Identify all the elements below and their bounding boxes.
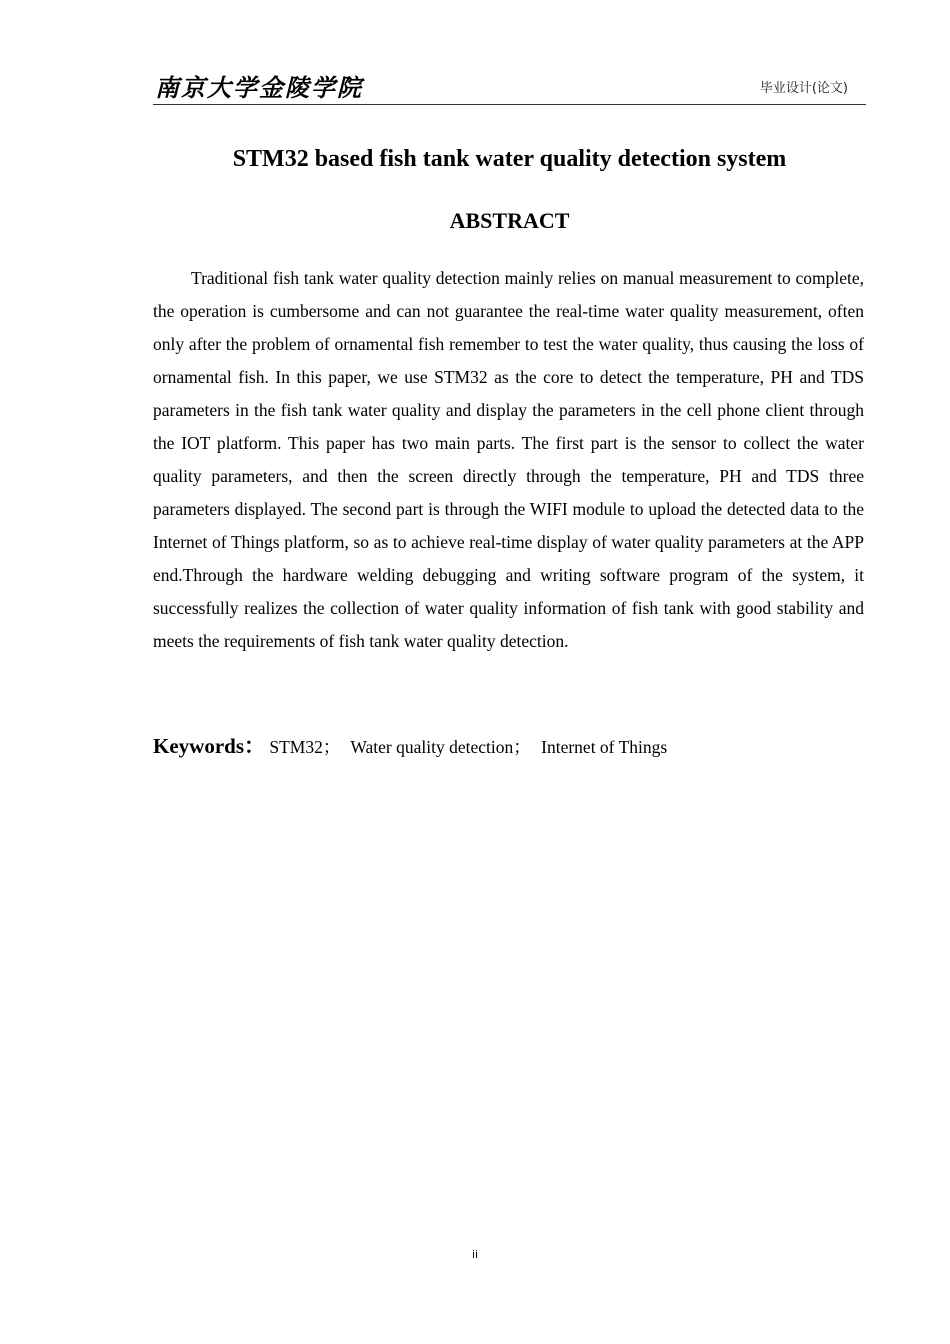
keyword-item: Internet of Things: [541, 737, 668, 757]
keyword-item: Water quality detection；: [350, 737, 531, 757]
document-type: 毕业设计(论文): [759, 81, 848, 96]
keywords-label: Keywords：: [153, 734, 265, 758]
keywords-line: [153, 730, 673, 760]
page-number: ii: [471, 1248, 479, 1261]
abstract-heading: ABSTRACT: [449, 208, 570, 233]
page-header: [153, 66, 866, 105]
institution-logo: 南京大学金陵学院: [155, 73, 363, 102]
abstract-body: Traditional fish tank water quality detection mainly relies on manual measurement to complete, the operation is cumbersome and can not guarantee the real-time water quality measurement, often only after the problem of ornamental fish remember to test the water quality, thus causing the loss of ornamental fish. In this paper, we use STM32 as the core to detect the temperature, PH and TDS parameters in the fish tank water quality and display the parameters in the cell phone client through the IOT platform. This paper has two main parts. The first part is the sensor to collect the water quality parameters, and then the screen directly through the temperature, PH and TDS three parameters displayed. The second part is through the WIFI module to upload the detected data to the Internet of Things platform, so as to achieve real-time display of water quality parameters at the APP end.Through the hardware welding debugging and writing software program of the system, it successfully realizes the collection of water quality information of fish tank with good stability and meets the requirements of fish tank water quality detection.: [153, 268, 864, 651]
thesis-title: STM32 based fish tank water quality detection system: [232, 146, 787, 172]
keyword-item: STM32；: [269, 737, 341, 757]
